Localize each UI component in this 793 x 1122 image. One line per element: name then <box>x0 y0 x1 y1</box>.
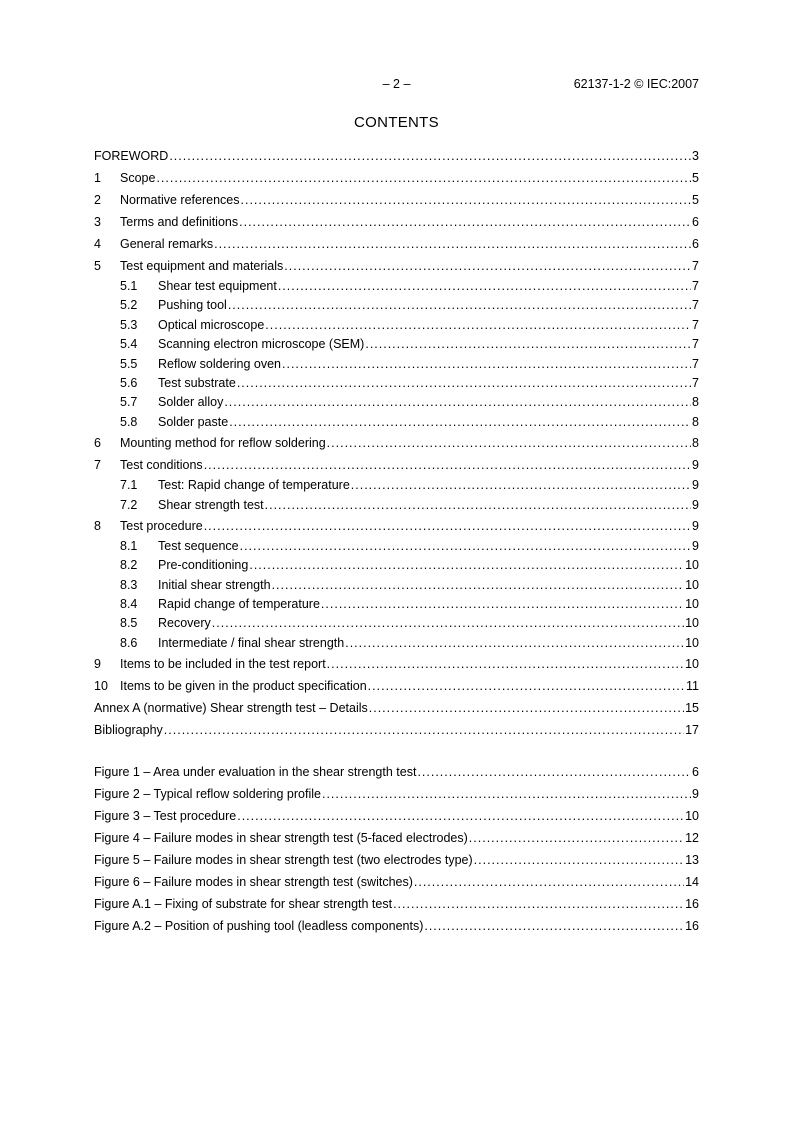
toc-entry-title: General remarks <box>120 237 214 251</box>
toc-entry-page: 13 <box>685 853 699 867</box>
table-of-contents <box>94 145 699 741</box>
dot-leader <box>368 675 685 697</box>
toc-entry-number: 9 <box>94 657 101 672</box>
toc-entry-title: Test substrate <box>158 375 236 390</box>
toc-entry-number: 7.2 <box>120 497 138 512</box>
toc-entry-title: Figure A.1 – Fixing of substrate for shear strength test <box>94 897 393 911</box>
toc-entry-title: Figure 5 – Failure modes in shear strength test (two electrodes type) <box>94 853 473 867</box>
toc-entry[interactable] <box>94 316 699 335</box>
toc-entry[interactable] <box>94 576 699 595</box>
toc-entry-number: 7.1 <box>120 478 138 493</box>
toc-entry[interactable] <box>94 783 699 805</box>
dot-leader <box>365 335 691 354</box>
toc-entry-title: Normative references <box>120 193 240 207</box>
toc-entry[interactable] <box>94 697 699 719</box>
toc-entry-page: 15 <box>685 701 699 716</box>
dot-leader <box>345 634 684 653</box>
toc-entry[interactable] <box>94 805 699 827</box>
toc-entry-number: 5 <box>94 259 101 273</box>
toc-entry[interactable] <box>94 211 699 233</box>
dot-leader <box>351 476 691 495</box>
toc-entry-number: 5.8 <box>120 414 138 429</box>
toc-entry-page: 14 <box>685 875 699 889</box>
toc-entry-page: 7 <box>692 259 699 273</box>
toc-entry-page: 10 <box>685 597 699 612</box>
toc-entry-number: 8 <box>94 518 101 533</box>
toc-entry-page: 9 <box>692 478 699 493</box>
toc-entry-page: 6 <box>692 237 699 251</box>
toc-entry-number: 8.4 <box>120 597 138 612</box>
dot-leader <box>327 432 691 454</box>
toc-entry-title: Rapid change of temperature <box>158 597 320 612</box>
dot-leader <box>240 537 691 556</box>
toc-entry[interactable] <box>94 255 699 277</box>
toc-entry-title: Scope <box>120 171 156 185</box>
toc-entry-title: Figure 2 – Typical reflow soldering profile <box>94 787 321 801</box>
toc-entry-title: Figure 1 – Area under evaluation in the shear strength test <box>94 765 417 779</box>
toc-entry-page: 10 <box>685 558 699 573</box>
toc-entry-title: Scanning electron microscope (SEM) <box>158 337 365 352</box>
page-number: – 2 – <box>382 77 411 91</box>
toc-entry[interactable] <box>94 871 699 893</box>
toc-entry-title: Optical microscope <box>158 317 265 332</box>
toc-entry[interactable] <box>94 393 699 412</box>
toc-entry-page: 9 <box>692 787 699 801</box>
toc-entry[interactable] <box>94 515 699 537</box>
toc-entry-page: 9 <box>692 538 699 553</box>
toc-entry[interactable] <box>94 374 699 393</box>
toc-entry[interactable] <box>94 189 699 211</box>
toc-entry[interactable] <box>94 537 699 556</box>
dot-leader <box>212 614 684 633</box>
toc-entry[interactable] <box>94 496 699 515</box>
dot-leader <box>241 189 692 211</box>
toc-entry-title: Figure A.2 – Position of pushing tool (leadless components) <box>94 919 424 933</box>
dot-leader <box>237 374 691 393</box>
dot-leader <box>284 255 691 277</box>
toc-entry-title: Figure 4 – Failure modes in shear strength test (5-faced electrodes) <box>94 831 468 845</box>
toc-entry-number: 7 <box>94 458 101 473</box>
toc-entry-page: 10 <box>685 577 699 592</box>
toc-entry-number: 5.1 <box>120 279 138 293</box>
toc-entry-title: Initial shear strength <box>158 577 271 592</box>
toc-entry[interactable] <box>94 719 699 741</box>
dot-leader <box>282 355 691 374</box>
toc-entry[interactable] <box>94 893 699 915</box>
toc-entry-page: 11 <box>686 679 699 694</box>
dot-leader <box>204 454 691 476</box>
toc-entry[interactable] <box>94 476 699 495</box>
toc-entry-number: 4 <box>94 237 101 251</box>
toc-entry-title: Items to be given in the product specification <box>120 679 367 694</box>
toc-entry-page: 7 <box>692 356 699 371</box>
toc-entry[interactable] <box>94 761 699 783</box>
toc-entry-title: Pre-conditioning <box>158 558 249 573</box>
toc-entry[interactable] <box>94 277 699 296</box>
dot-leader <box>265 316 691 335</box>
toc-entry-page: 10 <box>685 635 699 650</box>
toc-entry-title: Test sequence <box>158 538 239 553</box>
toc-entry-title: Solder paste <box>158 414 229 429</box>
dot-leader <box>214 233 691 255</box>
toc-entry-number: 8.2 <box>120 558 138 573</box>
toc-entry-page: 12 <box>685 831 699 845</box>
toc-entry-page: 10 <box>685 809 699 823</box>
dot-leader <box>169 145 691 167</box>
toc-entry-title: Solder alloy <box>158 395 224 410</box>
toc-entry-page: 6 <box>692 765 699 779</box>
dot-leader <box>393 893 684 915</box>
toc-entry-page: 8 <box>692 395 699 410</box>
toc-entry-number: 8.5 <box>120 616 138 631</box>
toc-entry-page: 10 <box>685 616 699 631</box>
toc-entry-number: 8.6 <box>120 635 138 650</box>
toc-entry-number: 5.7 <box>120 395 138 410</box>
toc-entry-page: 5 <box>692 193 699 207</box>
toc-entry[interactable] <box>94 296 699 315</box>
toc-entry-title: Test: Rapid change of temperature <box>158 478 350 493</box>
toc-entry-number: 1 <box>94 171 101 185</box>
dot-leader <box>474 849 684 871</box>
dot-leader <box>469 827 684 849</box>
toc-entry-title: Figure 3 – Test procedure <box>94 809 237 823</box>
toc-entry-title: Intermediate / final shear strength <box>158 635 345 650</box>
toc-entry-title: Shear strength test <box>158 497 264 512</box>
toc-entry[interactable] <box>94 233 699 255</box>
dot-leader <box>224 393 691 412</box>
dot-leader <box>369 697 684 719</box>
toc-entry-title: Bibliography <box>94 723 163 738</box>
toc-entry-number: 5.2 <box>120 298 138 313</box>
dot-leader <box>278 277 691 296</box>
toc-entry[interactable] <box>94 849 699 871</box>
toc-entry-page: 9 <box>692 518 699 533</box>
toc-entry-page: 7 <box>692 337 699 352</box>
toc-entry-page: 6 <box>692 215 699 229</box>
toc-entry-page: 8 <box>692 414 699 429</box>
toc-entry-page: 7 <box>692 317 699 332</box>
dot-leader <box>272 576 685 595</box>
page-title: CONTENTS <box>354 114 439 131</box>
dot-leader <box>228 296 691 315</box>
toc-entry-page: 7 <box>692 375 699 390</box>
toc-entry-page: 5 <box>692 171 699 185</box>
toc-entry-title: Test equipment and materials <box>120 259 284 273</box>
toc-entry-title: Annex A (normative) Shear strength test – Details <box>94 701 368 716</box>
toc-entry[interactable] <box>94 653 699 675</box>
toc-entry-title: Terms and definitions <box>120 215 239 229</box>
dot-leader <box>249 556 684 575</box>
toc-entry-title: Figure 6 – Failure modes in shear strength test (switches) <box>94 875 413 889</box>
toc-entry[interactable] <box>94 432 699 454</box>
toc-entry-page: 17 <box>685 723 699 738</box>
toc-entry-title: Items to be included in the test report <box>120 657 326 672</box>
toc-entry-number: 8.3 <box>120 577 138 592</box>
toc-entry-number: 3 <box>94 215 101 229</box>
toc-entry[interactable] <box>94 413 699 432</box>
dot-leader <box>156 167 691 189</box>
toc-entry-number: 2 <box>94 193 101 207</box>
dot-leader <box>327 653 684 675</box>
toc-entry-title: Test procedure <box>120 518 203 533</box>
toc-entry[interactable] <box>94 454 699 476</box>
dot-leader <box>322 783 691 805</box>
dot-leader <box>424 915 684 937</box>
toc-entry[interactable] <box>94 675 699 697</box>
toc-entry-number: 8.1 <box>120 538 138 553</box>
toc-entry-page: 16 <box>685 897 699 911</box>
toc-entry-title: Pushing tool <box>158 298 227 313</box>
toc-entry[interactable] <box>94 335 699 354</box>
toc-entry-title: Mounting method for reflow soldering <box>120 436 326 451</box>
toc-entry-page: 8 <box>692 436 699 451</box>
toc-entry-page: 9 <box>692 497 699 512</box>
toc-entry[interactable] <box>94 145 699 167</box>
toc-entry-page: 7 <box>692 279 699 293</box>
toc-entry[interactable] <box>94 556 699 575</box>
toc-entry-page: 10 <box>685 657 699 672</box>
dot-leader <box>417 761 691 783</box>
list-of-figures <box>94 761 699 937</box>
dot-leader <box>204 515 691 537</box>
toc-entry-title: Reflow soldering oven <box>158 356 281 371</box>
dot-leader <box>229 413 691 432</box>
toc-entry[interactable] <box>94 355 699 374</box>
toc-entry[interactable] <box>94 827 699 849</box>
toc-entry-number: 10 <box>94 679 108 694</box>
toc-entry-page: 3 <box>692 149 699 163</box>
dot-leader <box>414 871 684 893</box>
toc-entry-number: 5.6 <box>120 375 138 390</box>
toc-entry[interactable] <box>94 634 699 653</box>
toc-entry[interactable] <box>94 614 699 633</box>
dot-leader <box>164 719 684 741</box>
toc-entry-page: 7 <box>692 298 699 313</box>
document-id: 62137-1-2 © IEC:2007 <box>573 77 699 91</box>
toc-entry-title: FOREWORD <box>94 149 169 163</box>
toc-entry-number: 5.3 <box>120 317 138 332</box>
dot-leader <box>321 595 684 614</box>
dot-leader <box>237 805 684 827</box>
toc-entry[interactable] <box>94 595 699 614</box>
toc-entry-number: 6 <box>94 436 101 451</box>
toc-entry-title: Recovery <box>158 616 211 631</box>
toc-entry-number: 5.5 <box>120 356 138 371</box>
toc-entry[interactable] <box>94 167 699 189</box>
toc-entry-page: 9 <box>692 458 699 473</box>
toc-entry-page: 16 <box>685 919 699 933</box>
dot-leader <box>265 496 691 515</box>
dot-leader <box>239 211 691 233</box>
toc-entry-number: 5.4 <box>120 337 138 352</box>
toc-entry[interactable] <box>94 915 699 937</box>
toc-entry-title: Shear test equipment <box>158 279 277 293</box>
page-header <box>94 77 699 93</box>
toc-entry-title: Test conditions <box>120 458 203 473</box>
